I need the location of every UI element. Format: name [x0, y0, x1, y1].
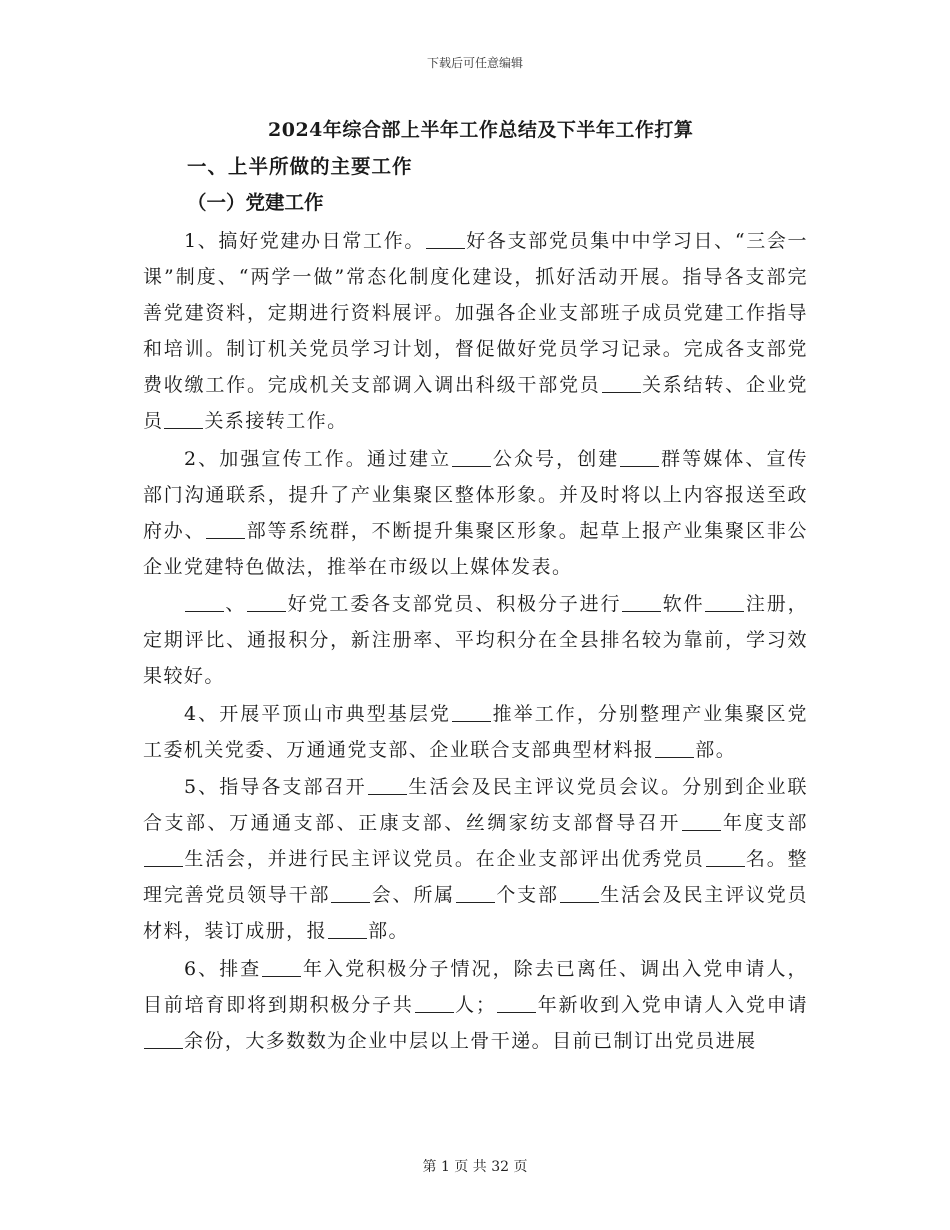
- blank-underline: [415, 994, 454, 1013]
- paragraph: 6、排查 年入党积极分子情况，除去已离任、调出入党申请人，目前培育即将到期积极分子共 人； 年新收到入党申请人入党申请余份，大多数数为企业中层以上骨干递。目前已制订出党员进展: [143, 957, 809, 1052]
- blank-underline: [452, 448, 491, 467]
- blank-underline: [456, 884, 495, 903]
- paragraph: 2、加强宣传工作。通过建立 公众号，创建 群等媒体、宣传部门沟通联系，提升了产业集聚区整体形象。并及时将以上内容报送至政府办、 部等系统群，不断提升集聚区形象。起草上报产业集聚区非公企业党建特色做法，推举在市级以上媒体发表。: [143, 447, 808, 578]
- blank-underline: [452, 703, 491, 722]
- document-body: [143, 223, 808, 1060]
- blank-underline: [622, 593, 661, 612]
- paragraph: 1、搞好党建办日常工作。 好各支部党员集中中学习日、“三会一课”制度、“两学一做”常态化制度化建设，抓好活动开展。指导各支部完善党建资料，定期进行资料展评。加强各企业支部班子成员党建工作指导和培训。制订机关党员学习计划，督促做好党员学习记录。完成各支部党费收缴工作。完成机关支部调入调出科级干部党员 关系结转、企业党员 关系接转工作。: [143, 230, 808, 432]
- paragraph: 、 好党工委各支部党员、积极分子进行 软件 注册，定期评比、通报积分，新注册率、平均积分在全县排名较为靠前，学习效果较好。: [143, 593, 809, 687]
- blank-underline: [185, 593, 224, 612]
- page-number: 第 1 页 共 32 页: [422, 1159, 528, 1175]
- blank-underline: [144, 1030, 183, 1049]
- blank-underline: [328, 920, 367, 939]
- section-heading: 一、上半所做的主要工作: [187, 155, 413, 178]
- blank-underline: [602, 374, 641, 393]
- document-title: 2024年综合部上半年工作总结及下半年工作打算: [268, 119, 694, 141]
- blank-underline: [206, 520, 245, 539]
- subsection-heading: （一）党建工作: [187, 191, 324, 214]
- paragraph: 5、指导各支部召开 生活会及民主评议党员会议。分别到企业联合支部、万通通支部、正康支部、丝绸家纺支部督导召开 年度支部生活会，并进行民主评议党员。在企业支部评出优秀党员 名。整理完善党员领导干部 会、所属 个支部 生活会及民主评议党员材料，装订成册，报 部。: [143, 776, 808, 942]
- blank-underline: [706, 848, 745, 867]
- blank-underline: [620, 448, 659, 467]
- blank-underline: [705, 593, 744, 612]
- blank-underline: [426, 230, 465, 249]
- blank-underline: [655, 739, 694, 758]
- blank-underline: [247, 593, 286, 612]
- paragraph: 4、开展平顶山市典型基层党 推举工作，分别整理产业集聚区党工委机关党委、万通通党支部、企业联合支部典型材料报 部。: [143, 702, 808, 761]
- blank-underline: [144, 848, 183, 867]
- header-note: 下载后可任意编辑: [426, 56, 523, 70]
- blank-underline: [682, 812, 721, 831]
- blank-underline: [331, 884, 370, 903]
- blank-underline: [368, 776, 407, 795]
- blank-underline: [560, 884, 599, 903]
- blank-underline: [164, 410, 203, 429]
- blank-underline: [497, 994, 536, 1013]
- blank-underline: [262, 958, 301, 977]
